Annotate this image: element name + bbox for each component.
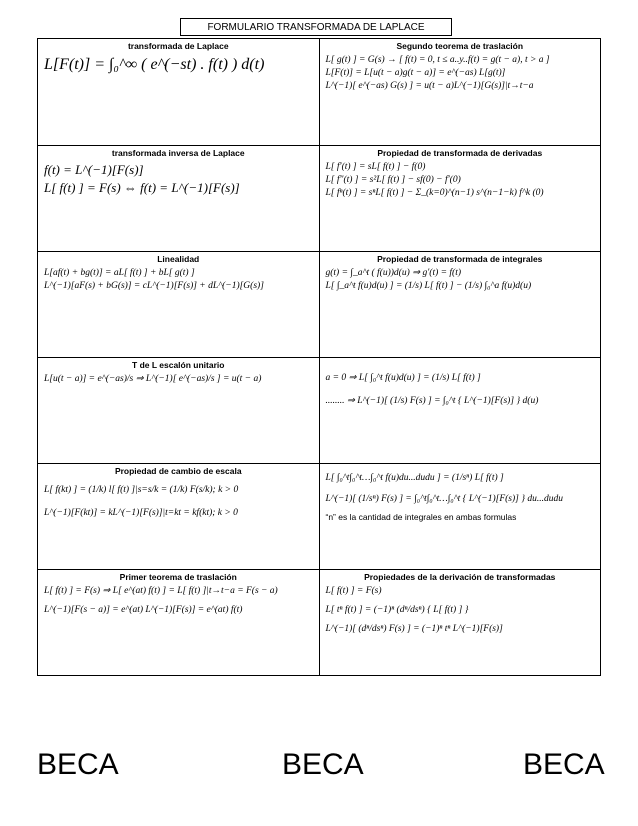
cell-integral-zero [319, 358, 601, 464]
formula: L[u(t − a)] = e^(−as)/s ⇒ L^(−1)[ e^(−as)/s ] = u(t − a) [44, 374, 262, 384]
formula-table [37, 38, 601, 676]
cell-title: Propiedad de transformada de integrales [377, 254, 543, 264]
page-title: FORMULARIO TRANSFORMADA DE LAPLACE [180, 18, 452, 36]
formula: L^(−1)[ (dⁿ/dsⁿ) F(s) ] = (−1)ⁿ tⁿ L^(−1)[F(s)] [325, 623, 503, 634]
table-row [38, 146, 601, 252]
cell-title: T de L escalón unitario [132, 360, 225, 370]
formula: f(t) = L^(−1)[F(s)] [44, 162, 144, 177]
cell-multiple-integrals [319, 464, 601, 570]
footer-text-center: BECA [282, 748, 364, 781]
formula: L^(−1)[ e^(−as) G(s) ] = u(t − a)L^(−1)[G(s)]|t→t−a [325, 80, 534, 91]
formula: L[af(t) + bg(t)] = aL[ f(t) ] + bL[ g(t) ] [44, 268, 195, 278]
formula: L^(−1)[ (1/sⁿ) F(s) ] = ∫₀^t∫₀^t…∫₀^t { L^(−1)[F(s)] } du...dudu [325, 493, 564, 504]
formula: L[ f(t) ] = F(s) ⇔ f(t) = L^(−1)[F(s)] [44, 179, 240, 195]
cell-first-translation [38, 570, 320, 676]
formula: L[ fⁿ(t) ] = sⁿL[ f(t) ] − Σ_(k=0)^(n−1) s^(n−1−k) f^k (0) [325, 187, 544, 198]
formula: L[ tⁿ f(t) ] = (−1)ⁿ (dⁿ/dsⁿ) { L[ f(t) ] } [325, 604, 469, 615]
table-row [38, 464, 601, 570]
cell-title: transformada de Laplace [127, 41, 229, 51]
cell-title: Segundo teorema de traslación [396, 41, 524, 51]
cell-inverse-transform [38, 146, 320, 252]
cell-title: Linealidad [157, 254, 200, 264]
formula: L[ f(t) ] = F(s) ⇒ L[ e^(at) f(t) ] = L[ f(t) ]|t→t−a = F(s − a) [44, 586, 278, 596]
cell-second-translation [319, 39, 601, 146]
cell-linearity [38, 252, 320, 358]
cell-derivative-of-transforms [319, 570, 601, 676]
formula: L[F(t)] = ∫₀^∞ ( e^(−st) . f(t) ) d(t) [44, 56, 265, 73]
footer-text-left: BECA [37, 748, 119, 781]
table-row [38, 39, 601, 146]
table-row [38, 252, 601, 358]
formula: L[ ∫_a^t f(u)d(u) ] = (1/s) L[ f(t) ] − (1/s) ∫₀^a f(u)d(u) [325, 280, 532, 291]
formula: L[ ∫₀^t∫₀^t…∫₀^t f(u)du...dudu ] = (1/sⁿ) L[ f(t) ] [325, 473, 504, 483]
cell-title: transformada inversa de Laplace [111, 148, 245, 158]
formula: ........ ⇒ L^(−1)[ (1/s) F(s) ] = ∫₀^t { L^(−1)[F(s)] } d(u) [325, 395, 539, 406]
formula: g(t) = ∫_a^t ( f(u))d(u) ⇒ g′(t) = f(t) [325, 268, 462, 278]
cell-title: Propiedades de la derivación de transformadas [364, 572, 556, 582]
formula: L[ g(t) ] = G(s) → [ f(t) = 0, t ≤ a..y..f(t) = g(t − a), t > a ] [325, 55, 550, 65]
table-row [38, 358, 601, 464]
note-text: “n” es la cantidad de integrales en ambas formulas [325, 511, 517, 522]
cell-scale-change [38, 464, 320, 570]
cell-laplace-transform [38, 39, 320, 146]
formula: L^(−1)[F(kt)] = kL^(−1)[F(s)]|t=kt = kf(kt); k > 0 [44, 507, 238, 518]
formula: L[F(t)] = L[u(t − a)g(t − a)] = e^(−as) L[g(t)] [325, 67, 506, 78]
formula: L[ f(t) ] = F(s) [325, 586, 382, 596]
cell-title: Propiedad de transformada de derivadas [377, 148, 543, 158]
formula: a = 0 ⇒ L[ ∫₀^t f(u)d(u) ] = (1/s) L[ f(t) ] [325, 373, 481, 383]
cell-integral-property [319, 252, 601, 358]
formula: L[ f″(t) ] = s²L[ f(t) ] − sf(0) − f′(0) [325, 174, 461, 185]
cell-derivative-property [319, 146, 601, 252]
cell-title: Primer teorema de traslación [119, 572, 237, 582]
cell-unit-step [38, 358, 320, 464]
cell-title: Propiedad de cambio de escala [114, 466, 242, 476]
table-row [38, 570, 601, 676]
formula: L^(−1)[F(s − a)] = e^(at) L^(−1)[F(s)] = e^(at) f(t) [44, 604, 243, 615]
formula: L^(−1)[aF(s) + bG(s)] = cL^(−1)[F(s)] + dL^(−1)[G(s)] [44, 280, 264, 291]
formula: L[ f′(t) ] = sL[ f(t) ] − f(0) [325, 162, 426, 172]
footer-text-right: BECA [523, 748, 605, 781]
formula: L[ f(kt) ] = (1/k) l[ f(t) ]|s=s/k = (1/k) F(s/k); k > 0 [44, 485, 239, 495]
